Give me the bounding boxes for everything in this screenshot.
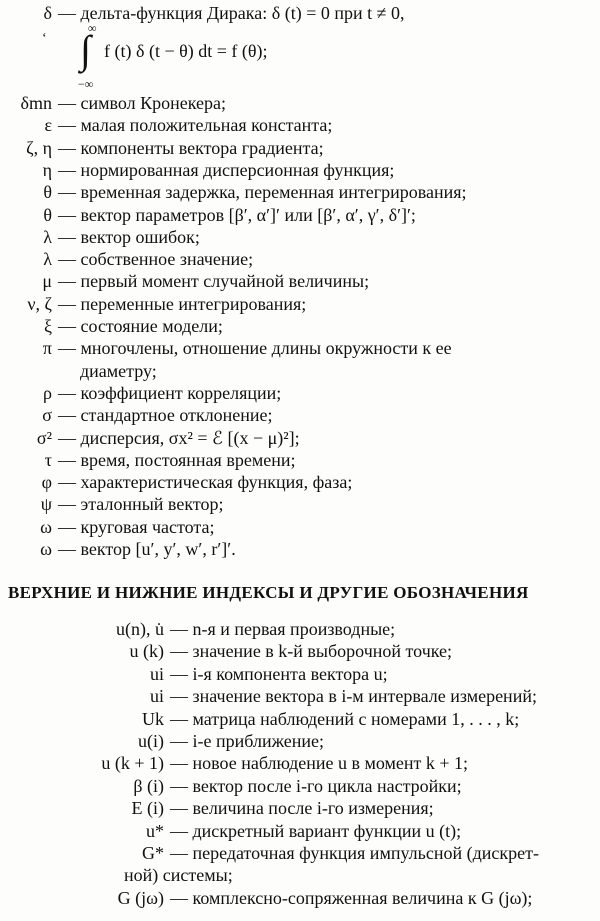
greek-symbol: ψ [40, 494, 52, 515]
greek-description: — дельта-функция Дирака: δ (t) = 0 при t ≠ 0, [58, 3, 405, 23]
greek-symbol: τ [44, 449, 52, 470]
greek-description: — дисперсия, σx² = ℰ [(x − μ)²]; [58, 427, 300, 448]
greek-symbol: ε [44, 115, 52, 136]
index-row [0, 820, 600, 842]
greek-row [0, 516, 600, 538]
integral-sign: ∫ [80, 27, 91, 72]
index-symbol: u(n), u̇ [116, 619, 164, 639]
greek-row [0, 114, 600, 136]
index-symbol: ui [149, 686, 164, 707]
index-description: — вектор после i-го цикла настройки; [170, 775, 462, 796]
greek-description: — состояние модели; [58, 316, 223, 336]
index-symbol: u* [146, 820, 164, 841]
greek-row [0, 248, 600, 270]
greek-description: — коэффициент корреляции; [58, 382, 282, 403]
index-row [0, 640, 600, 662]
index-symbol: u (k) [129, 641, 164, 662]
greek-row [0, 427, 600, 449]
greek-description: — характеристическая функция, фаза; [58, 472, 353, 493]
greek-row [0, 360, 600, 382]
integral-formula: ‘ ∞ ∫ −∞ f (t) δ (t − θ) dt = f (θ); [42, 21, 268, 91]
greek-description: — вектор [u′, y′, w′, r′]′. [58, 539, 236, 559]
greek-symbol: ρ [43, 382, 52, 403]
greek-symbol: δmn [20, 93, 52, 113]
greek-row [0, 270, 600, 292]
index-description: — i-я компонента вектора u; [170, 663, 388, 684]
greek-row [0, 293, 600, 315]
greek-symbol: δ [43, 3, 52, 23]
index-symbol: G* [142, 843, 164, 863]
index-row [0, 685, 600, 707]
greek-symbol: σ² [36, 427, 52, 448]
index-description: — матрица наблюдений с номерами 1, . . . , k; [170, 708, 520, 729]
greek-description: — время, постоянная времени; [58, 449, 296, 470]
greek-description: — нормированная дисперсионная функция; [58, 159, 395, 180]
index-symbol: β (i) [133, 775, 164, 796]
index-description: — передаточная функция импульсной (дискрет- [170, 843, 539, 863]
greek-description: — вектор параметров [β′, α′]′ или [β′, α′, γ′, δ′]′; [58, 204, 416, 225]
greek-symbol: ξ [43, 316, 52, 336]
index-row [0, 752, 600, 774]
greek-row [0, 181, 600, 203]
greek-symbol: φ [41, 472, 52, 493]
greek-row [0, 337, 600, 359]
greek-symbol: ω [40, 539, 52, 559]
index-row [0, 663, 600, 685]
greek-row [0, 449, 600, 471]
index-row [0, 730, 600, 752]
index-row [0, 842, 600, 864]
greek-description: — эталонный вектор; [58, 494, 224, 515]
greek-symbol: ν, ζ [27, 293, 52, 314]
greek-symbol: π [42, 338, 52, 359]
greek-row [0, 404, 600, 426]
index-symbol: E (i) [131, 798, 164, 819]
greek-symbol: ω [40, 516, 52, 537]
greek-symbol: η [42, 159, 52, 180]
greek-description: — стандартное отклонение; [58, 405, 273, 426]
index-description: — n-я и первая производные; [170, 619, 396, 639]
greek-row [0, 315, 600, 337]
index-symbol: u (k + 1) [101, 753, 164, 774]
greek-row [0, 538, 600, 560]
index-description: — значение вектора в i-м интервале измерений; [170, 686, 537, 707]
index-description: — дискретный вариант функции u (t); [170, 820, 462, 841]
index-row [0, 708, 600, 730]
integral-lower-limit: −∞ [78, 77, 94, 91]
greek-row [0, 204, 600, 226]
greek-description: — символ Кронекера; [58, 93, 227, 113]
integral-upper-limit: ∞ [88, 21, 97, 35]
index-description: — комплексно-сопряженная величина к G (jω); [170, 887, 533, 908]
greek-description: — многочлены, отношение длины окружности к ее [58, 338, 452, 359]
index-description: — i-е приближение; [170, 731, 325, 751]
greek-symbol [0, 360, 52, 382]
index-row [0, 864, 600, 886]
greek-description: — круговая частота; [58, 516, 215, 537]
greek-row [0, 382, 600, 404]
greek-row [0, 137, 600, 159]
index-symbol: Uk [142, 708, 164, 729]
index-row [0, 887, 600, 909]
greek-description: — вектор ошибок; [58, 226, 200, 247]
greek-description: — компоненты вектора градиента; [58, 137, 324, 158]
greek-symbol: θ [43, 182, 52, 203]
greek-symbol: μ [42, 271, 52, 292]
greek-symbol: λ [43, 249, 52, 270]
index-row [0, 797, 600, 819]
greek-description: — переменные интегрирования; [58, 293, 307, 314]
index-row [0, 775, 600, 797]
integral-body: f (t) δ (t − θ) dt = f (θ); [104, 41, 268, 61]
index-description: — новое наблюдение u в момент k + 1; [170, 753, 469, 774]
index-symbol: G (jω) [117, 887, 164, 908]
greek-description: — временная задержка, переменная интегрирования; [58, 182, 467, 203]
index-symbol: ui [149, 663, 164, 684]
index-row [0, 618, 600, 640]
greek-symbol: ζ, η [26, 137, 52, 158]
greek-description: — собственное значение; [58, 249, 254, 270]
greek-description: — малая положительная константа; [58, 115, 333, 136]
greek-row [0, 471, 600, 493]
index-symbol: u(i) [138, 731, 164, 751]
greek-symbol: σ [42, 405, 52, 426]
greek-row [0, 226, 600, 248]
index-description: ной) системы; [124, 865, 233, 886]
greek-row [0, 493, 600, 515]
greek-row [0, 159, 600, 181]
index-description: — значение в k-й выборочной точке; [170, 641, 453, 662]
greek-description: диаметру; [80, 360, 157, 381]
greek-symbol: θ [43, 204, 52, 225]
section-title: ВЕРХНИЕ И НИЖНИЕ ИНДЕКСЫ И ДРУГИЕ ОБОЗНАЧЕНИЯ [8, 583, 529, 602]
greek-symbol: λ [43, 226, 52, 247]
greek-row [0, 92, 600, 114]
index-description: — величина после i-го измерения; [170, 798, 434, 819]
greek-description: — первый момент случайной величины; [58, 271, 370, 292]
